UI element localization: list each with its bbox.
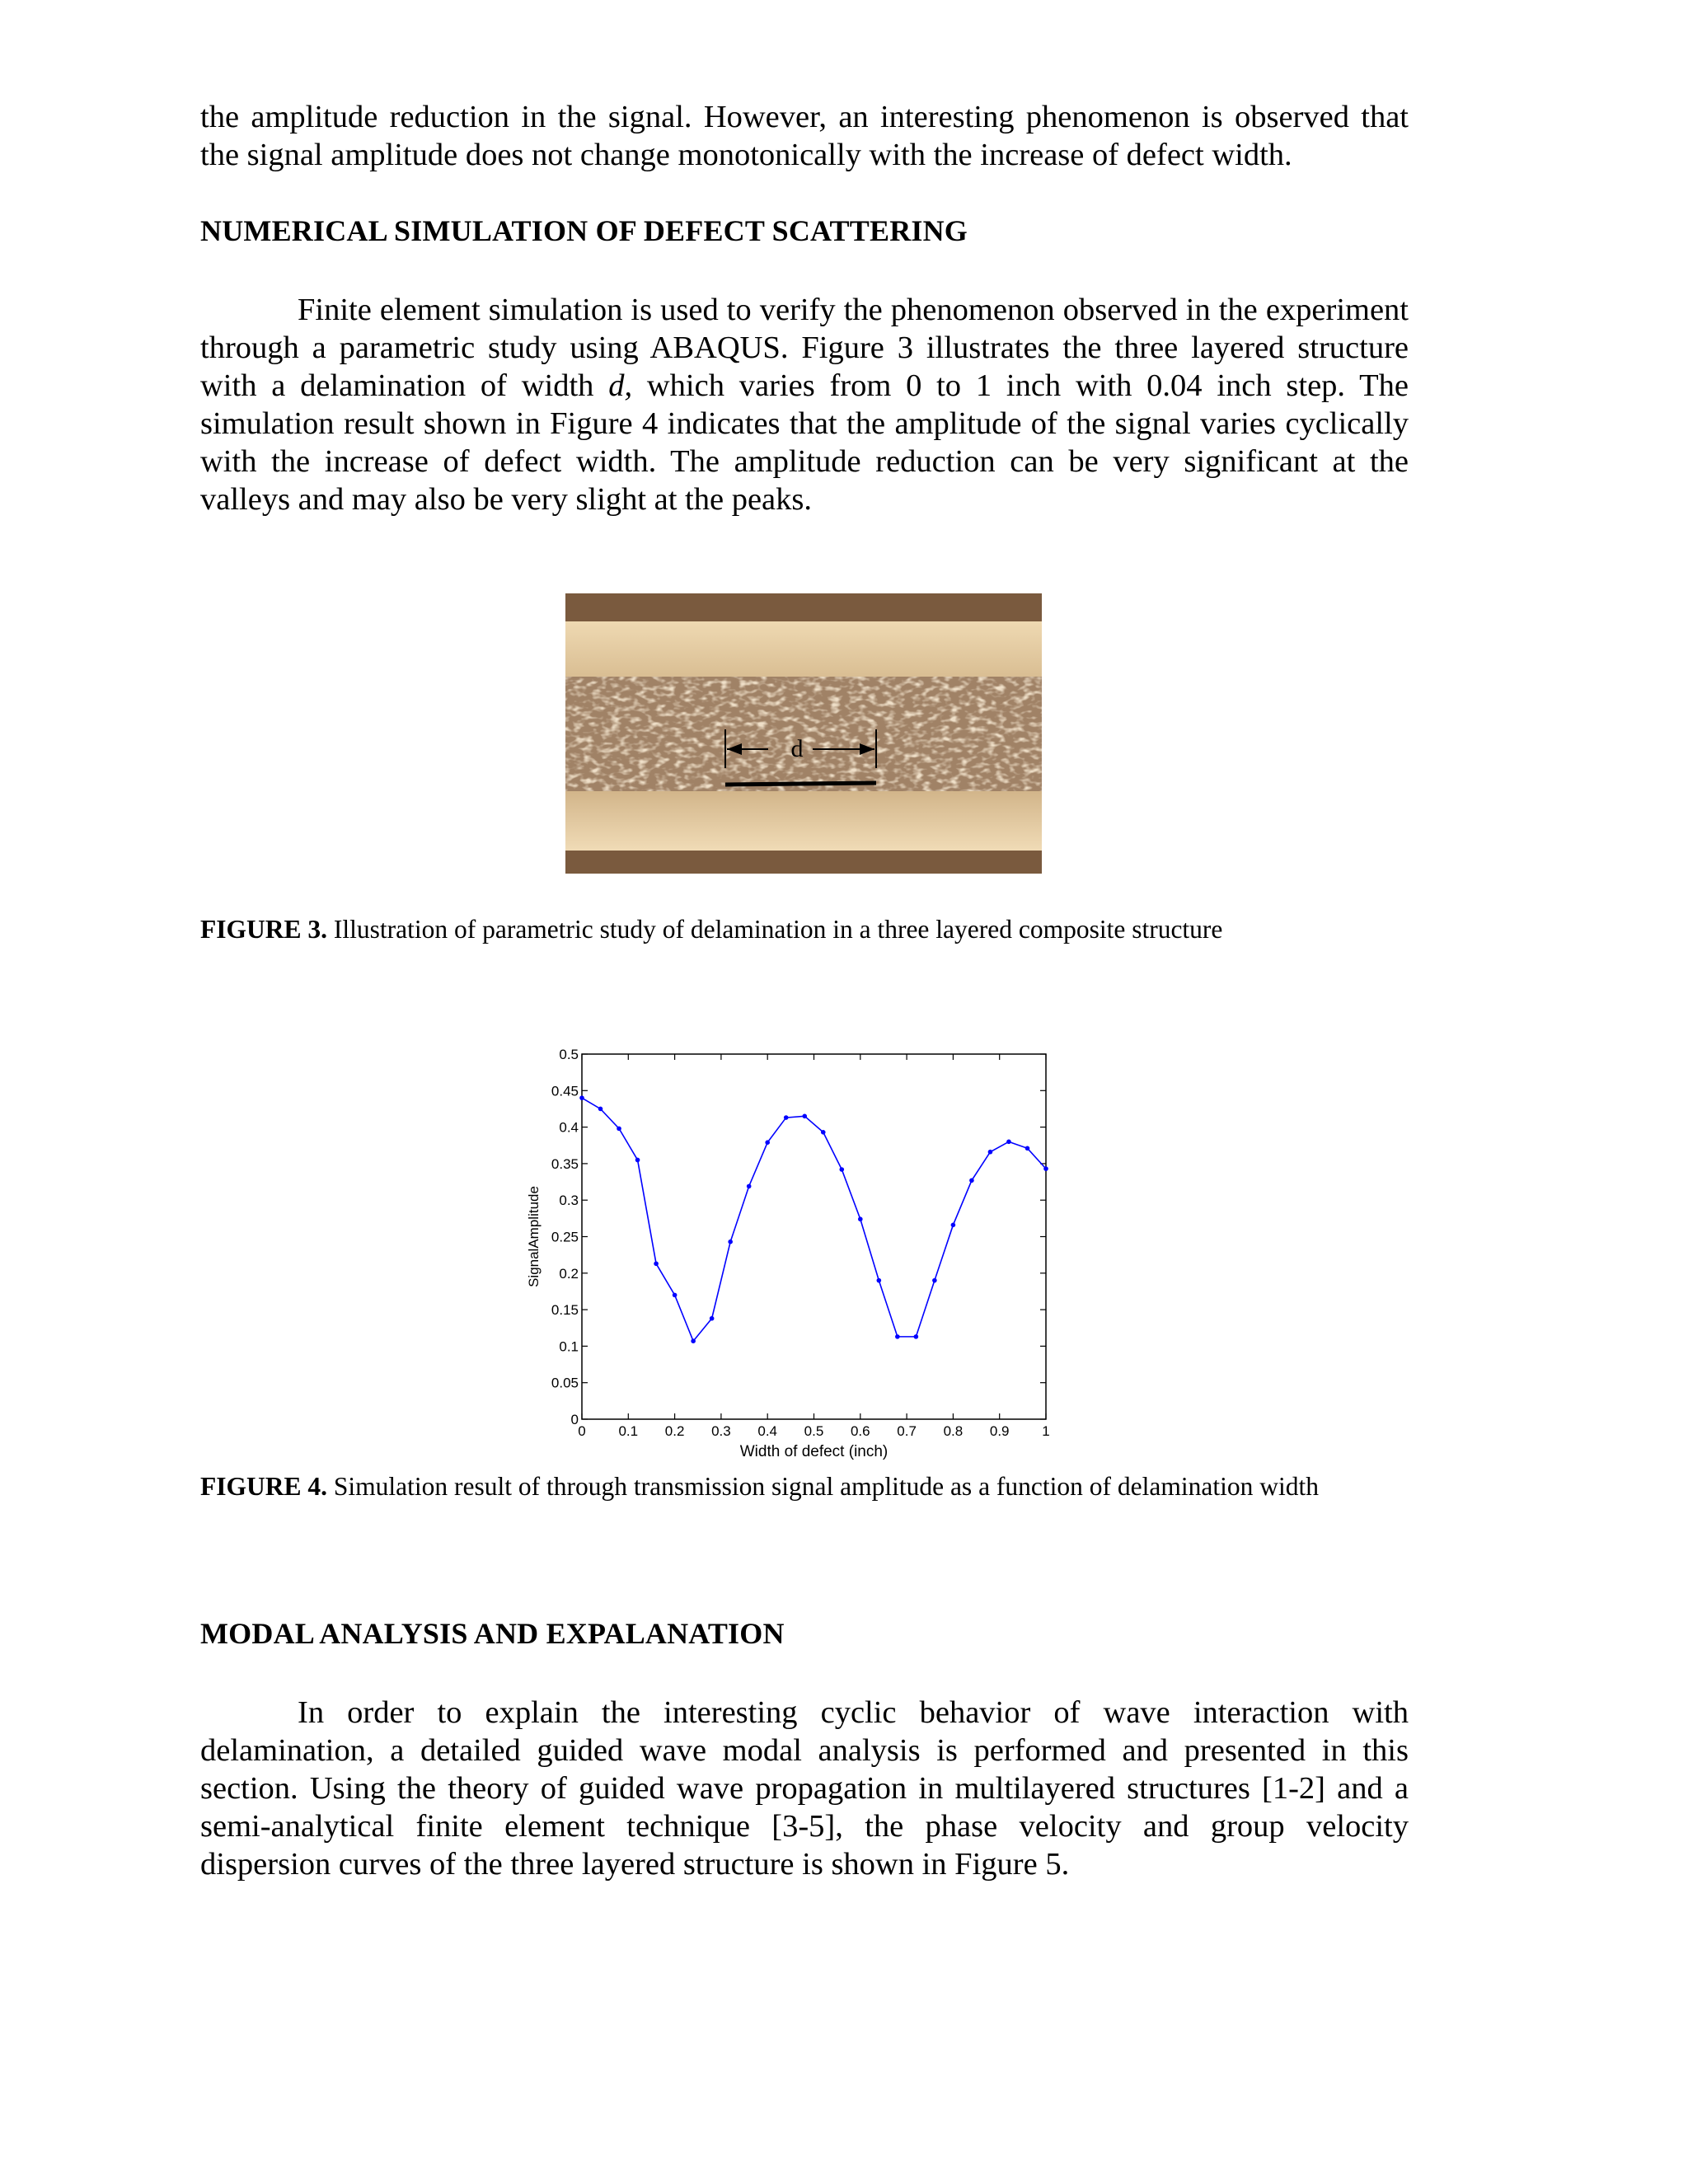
x-tick-label: 0.8	[943, 1423, 964, 1439]
y-tick-label: 0.4	[559, 1119, 579, 1136]
y-tick-label: 0	[570, 1412, 579, 1427]
y-tick-label: 0.2	[559, 1265, 579, 1282]
data-point	[747, 1184, 752, 1189]
x-tick-label: 0.9	[989, 1423, 1010, 1439]
middle-layer-texture	[565, 677, 1042, 791]
data-point	[784, 1115, 789, 1120]
figure-4-caption-text: Simulation result of through transmission signal amplitude as a function of delamination width	[327, 1472, 1319, 1501]
intro-paragraph: the amplitude reduction in the signal. However, an interesting phenomenon is observed that the signal amplitude does not change monotonically with the increase of defect width.	[200, 100, 1409, 172]
x-tick-label: 0.1	[618, 1423, 639, 1439]
figure-3-caption-text: Illustration of parametric study of delamination in a three layered composite structure	[327, 915, 1223, 944]
figure-3-caption	[200, 915, 1222, 944]
y-tick-label: 0.25	[551, 1229, 579, 1245]
data-point	[839, 1167, 844, 1172]
y-tick-label: 0.5	[559, 1047, 579, 1062]
figure-3-composite-image	[565, 593, 1042, 874]
bottom-frame-edge	[565, 851, 1042, 874]
data-point	[895, 1334, 900, 1339]
y-tick-label: 0.1	[559, 1338, 579, 1355]
data-point	[802, 1114, 807, 1119]
y-tick-label: 0.35	[551, 1155, 579, 1172]
data-point	[673, 1293, 678, 1298]
data-point	[914, 1334, 919, 1339]
data-point	[877, 1278, 882, 1283]
data-point	[598, 1107, 603, 1112]
y-tick-label: 0.05	[551, 1375, 579, 1391]
x-tick-label: 0.6	[850, 1423, 870, 1439]
figure-4-chart	[511, 1034, 1055, 1467]
y-tick-label: 0.45	[551, 1083, 579, 1099]
paragraph-text-part: which varies from 0 to 1 inch with 0.04 inch step. The simulation result shown in Figure 4 indicates that the amplitude of the signal varies cyclically with the increase of defect width. The amplitude reduction can be very significant at the valleys and may also be very slight at the peaks.	[200, 368, 1409, 517]
bottom-layer	[565, 791, 1042, 851]
data-point	[691, 1338, 696, 1343]
top-frame-edge	[565, 593, 1042, 621]
x-axis-label: Width of defect (inch)	[739, 1443, 889, 1460]
data-point	[635, 1158, 640, 1163]
data-point	[951, 1223, 956, 1228]
x-tick-label: 0.3	[711, 1423, 731, 1439]
figure-3-label: FIGURE 3.	[200, 915, 328, 944]
figure-4-label: FIGURE 4.	[200, 1472, 328, 1501]
x-tick-label: 0.5	[804, 1423, 824, 1439]
x-tick-label: 0.4	[757, 1423, 778, 1439]
data-point	[654, 1261, 659, 1266]
data-point	[765, 1140, 770, 1145]
data-point	[579, 1095, 584, 1100]
y-tick-label: 0.3	[559, 1193, 579, 1209]
width-variable-d: d,	[608, 368, 633, 403]
section-heading-modal-analysis: MODAL ANALYSIS AND EXPALANATION	[200, 1617, 785, 1650]
figure-4-caption	[200, 1472, 1319, 1502]
x-tick-label: 0.7	[897, 1423, 917, 1439]
data-point	[932, 1278, 937, 1283]
delamination-line	[725, 783, 876, 785]
data-point	[1043, 1166, 1048, 1171]
data-point	[617, 1127, 621, 1132]
y-tick-label: 0.15	[551, 1302, 579, 1319]
modal-analysis-paragraph: In order to explain the interesting cyclic behavior of wave interaction with delamination, a detailed guided wave modal analysis is performed and presented in this section. Using the theory of guided wave propagation in multilayered structures [1-2] and a semi-analytical finite element technique [3-5], the phase velocity and group velocity dispersion curves of the three layered structure is shown in Figure 5.	[200, 1695, 1409, 1882]
dimension-label-d: d	[790, 735, 804, 762]
data-point	[988, 1150, 993, 1155]
data-point	[710, 1316, 715, 1321]
top-layer	[565, 621, 1042, 677]
x-tick-label: 0.2	[664, 1423, 685, 1439]
numerical-simulation-paragraph	[200, 291, 1409, 518]
x-tick-label: 0	[578, 1423, 586, 1439]
data-point	[821, 1130, 826, 1135]
data-point	[728, 1240, 733, 1244]
y-axis-label: SignalAmplitude	[526, 1186, 542, 1287]
section-heading-numerical-simulation: NUMERICAL SIMULATION OF DEFECT SCATTERING	[200, 214, 968, 247]
data-point	[858, 1216, 863, 1221]
data-point	[1025, 1146, 1030, 1151]
x-tick-label: 1	[1042, 1423, 1050, 1439]
data-point	[969, 1178, 974, 1183]
data-point	[1006, 1140, 1011, 1145]
paragraph-text-part: Finite element simulation is used to verify the phenomenon observed in the experiment through a parametric study using ABAQUS. Figure 3 illustrates the three layered structure with a delamination of width	[200, 293, 1409, 403]
